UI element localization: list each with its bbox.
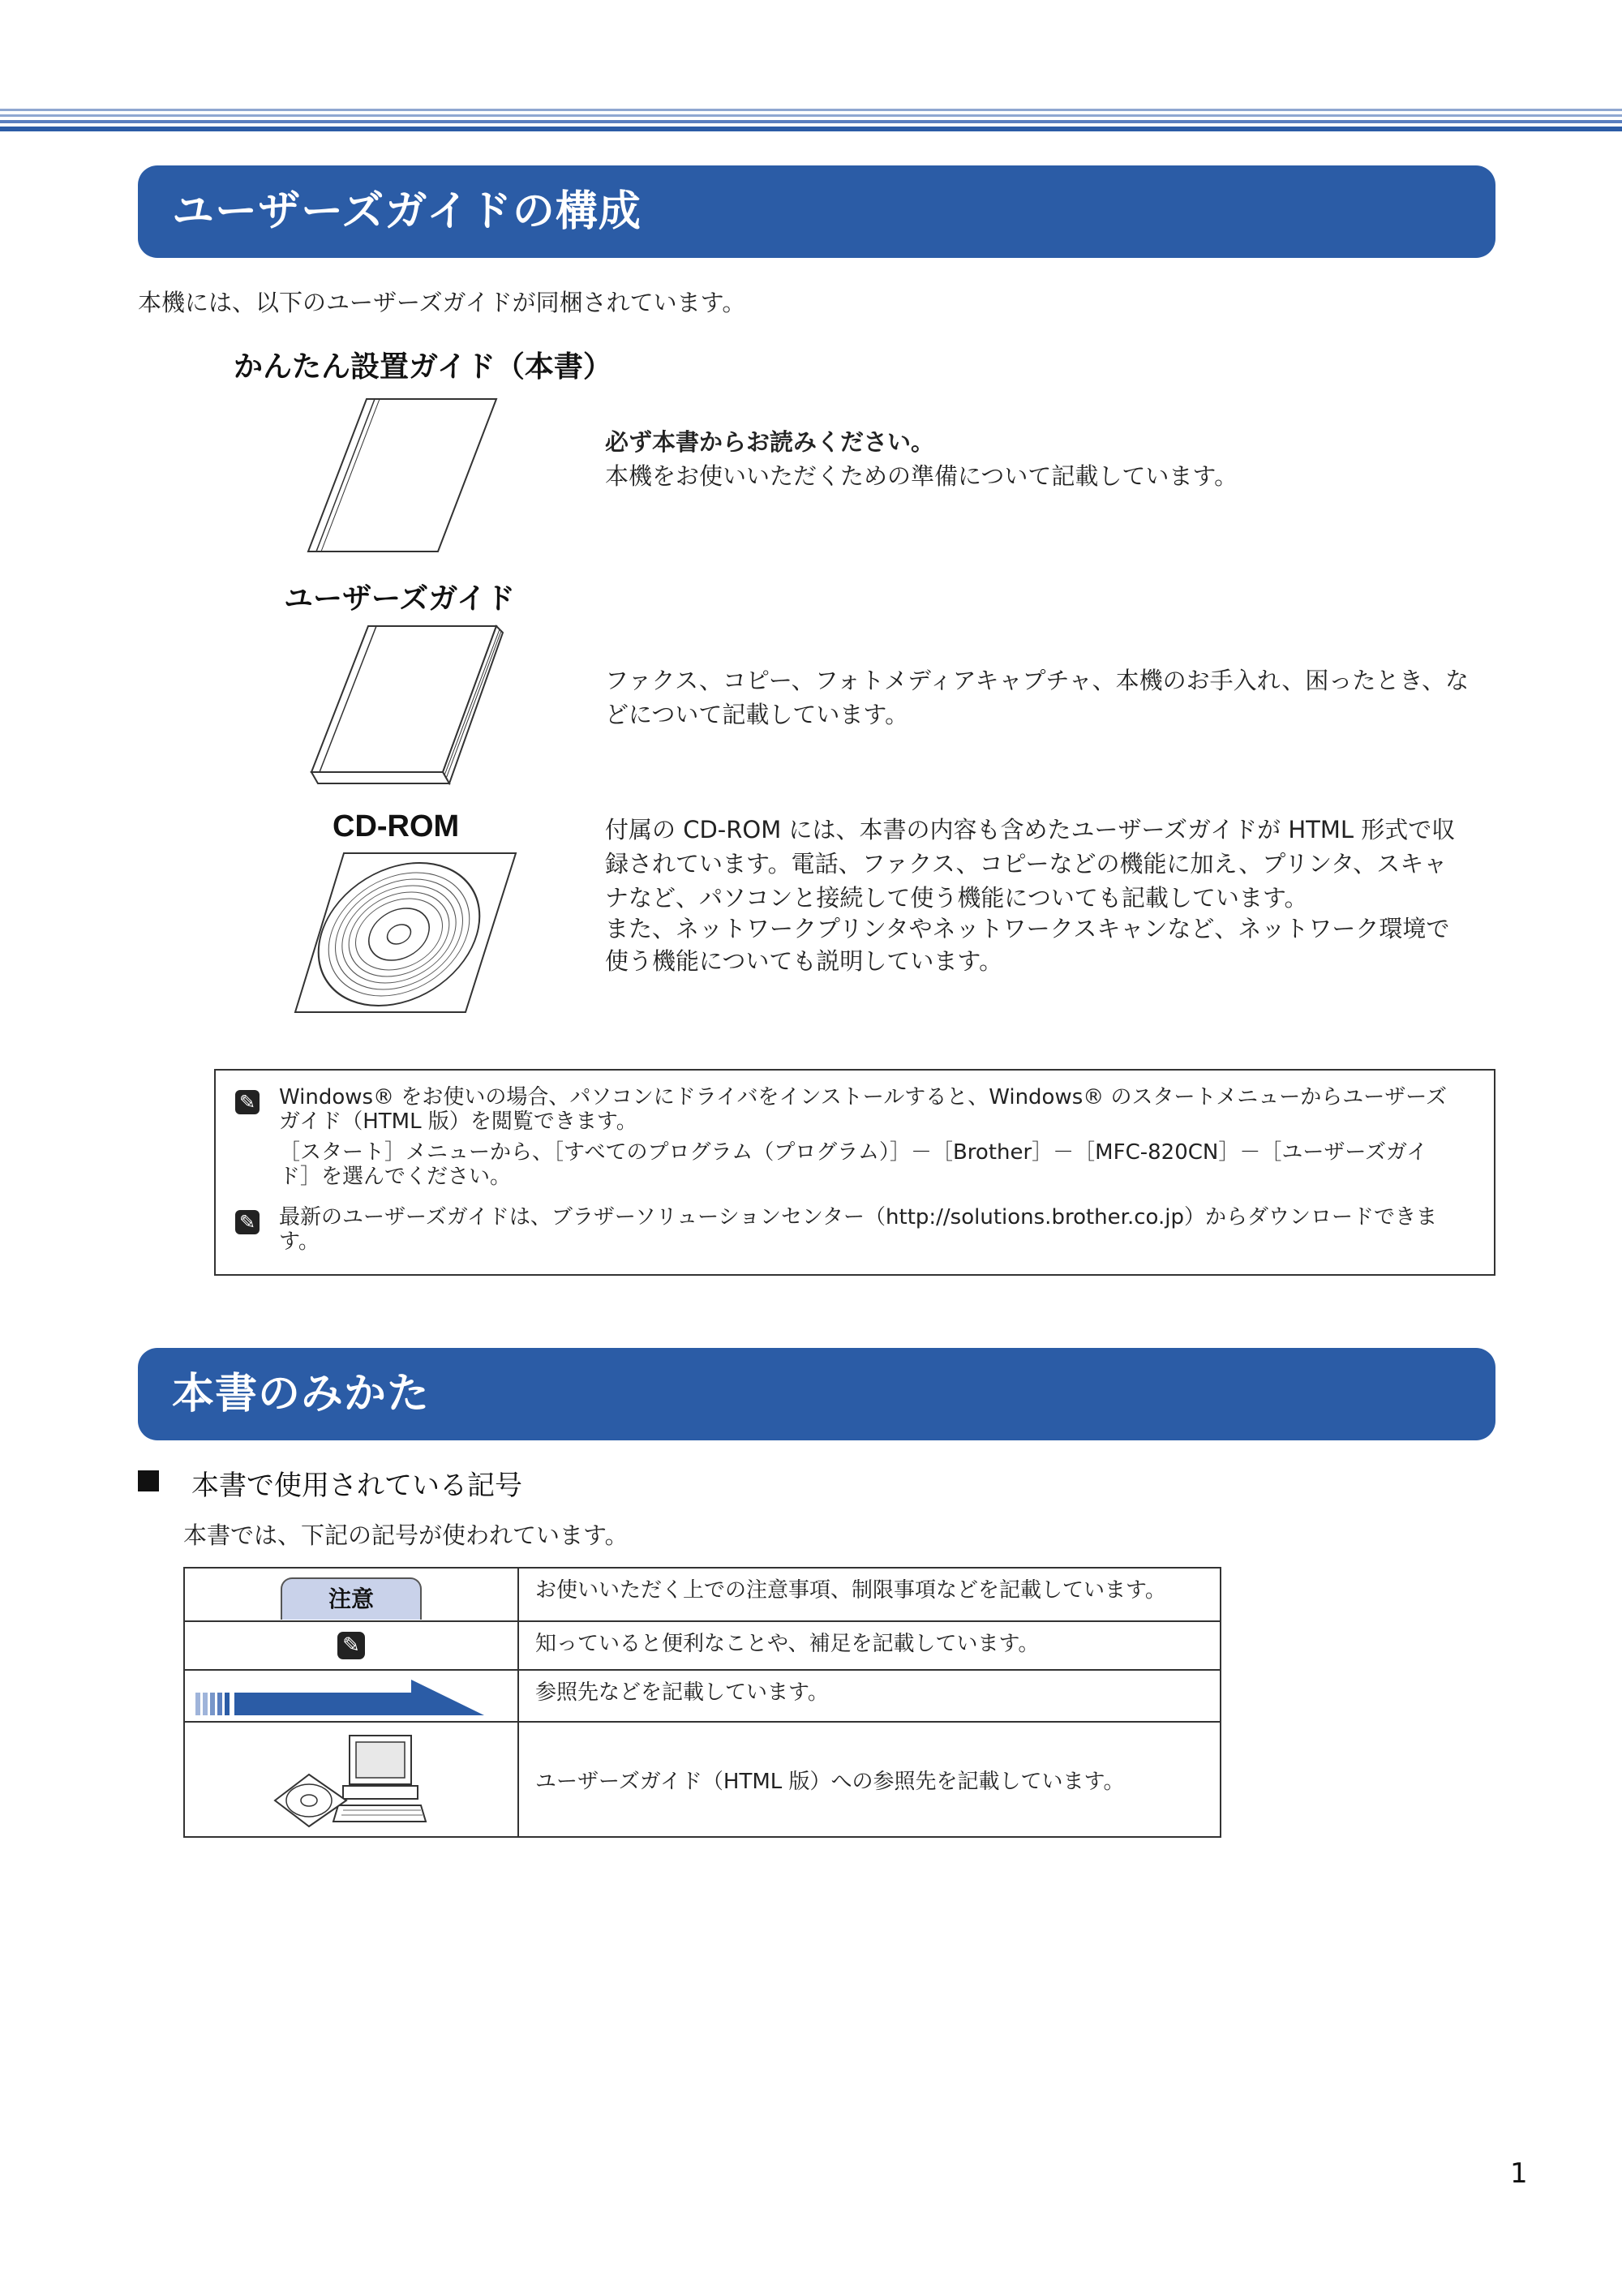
note-2-line-2: す。 [279, 1230, 320, 1254]
guide-title-quick-setup: かんたん設置ガイド（本書） [234, 350, 612, 384]
memo-icon: ✎ [235, 1210, 260, 1234]
memo-icon: ✎ [337, 1632, 365, 1659]
header-stripe-2 [0, 114, 1622, 117]
section-banner-how-to-read [138, 1348, 1495, 1440]
cd-desc-line-5: 使う機能についても説明しています。 [605, 947, 1003, 975]
cd-rom-icon [292, 850, 519, 1015]
symbol-cell [184, 1670, 518, 1722]
section-intro: 本機には、以下のユーザーズガイドが同梱されています。 [138, 289, 746, 316]
booklet-thin-icon [305, 396, 500, 555]
symbol-desc: ユーザーズガイド（HTML 版）への参照先を記載しています。 [518, 1722, 1221, 1837]
note-box [214, 1069, 1495, 1276]
arrow-icon [195, 1678, 487, 1719]
caution-badge: 注意 [281, 1577, 422, 1620]
note-1-line-1: Windows® をお使いの場合、パソコンにドライバをインストールすると、Windows® のスタートメニューからユーザーズ [279, 1085, 1447, 1109]
symbol-cell [184, 1722, 518, 1837]
cd-desc-line-4: また、ネットワークプリンタやネットワークスキャンなど、ネットワーク環境で [605, 915, 1450, 942]
table-row [184, 1722, 1221, 1837]
guide-desc: 本機をお使いいただくための準備について記載しています。 [605, 462, 1238, 490]
guide-desc-bold: 必ず本書からお読みください。 [605, 428, 935, 456]
section-title: ユーザーズガイドの構成 [172, 187, 642, 236]
symbol-desc: 参照先などを記載しています。 [518, 1670, 1221, 1722]
section-banner-guide-structure [138, 165, 1495, 258]
header-stripe-3 [0, 120, 1622, 123]
note-1-line-4: ド］を選んでください。 [279, 1165, 512, 1189]
square-bullet-icon [138, 1470, 159, 1491]
table-row [184, 1621, 1221, 1670]
pc-cd-icon [270, 1731, 432, 1828]
table-row [184, 1568, 1221, 1621]
header-stripe-4 [0, 127, 1622, 131]
section2-intro: 本書では、下記の記号が使われています。 [183, 1521, 629, 1549]
guide-title-cdrom: CD-ROM [333, 809, 460, 843]
symbol-cell [184, 1621, 518, 1670]
section-title: 本書のみかた [172, 1370, 431, 1418]
symbol-table [183, 1567, 1221, 1838]
table-row [184, 1670, 1221, 1722]
booklet-thick-icon [305, 623, 508, 793]
guide-desc-line-1: ファクス、コピー、フォトメディアキャプチャ、本機のお手入れ、困ったとき、な [605, 667, 1470, 694]
guide-title-users-guide: ユーザーズガイド [284, 582, 516, 616]
header-stripe-1 [0, 109, 1622, 111]
symbol-desc: 知っていると便利なことや、補足を記載しています。 [518, 1621, 1221, 1670]
note-2-line-1: 最新のユーザーズガイドは、ブラザーソリューションセンター（http://solutions.brother.co.jp）からダウンロードできま [279, 1205, 1437, 1230]
cd-desc-line-3: ナなど、パソコンと接続して使う機能についても記載しています。 [605, 884, 1308, 912]
symbol-desc: お使いいただく上での注意事項、制限事項などを記載しています。 [518, 1568, 1221, 1621]
note-1-line-3: ［スタート］メニューから、［すべてのプログラム（プログラム）］－［Brother］－［MFC-820CN］－［ユーザーズガイ [279, 1140, 1428, 1165]
guide-desc-line-2: どについて記載しています。 [605, 701, 909, 728]
subheading: 本書で使用されている記号 [191, 1470, 522, 1502]
page-number: 1 [1510, 2157, 1528, 2190]
memo-icon: ✎ [235, 1090, 260, 1114]
cd-desc-line-1: 付属の CD-ROM には、本書の内容も含めたユーザーズガイドが HTML 形式で収 [605, 816, 1456, 843]
cd-desc-line-2: 録されています。電話、ファクス、コピーなどの機能に加え、プリンタ、スキャ [605, 850, 1448, 878]
symbol-cell [184, 1568, 518, 1621]
note-1-line-2: ガイド（HTML 版）を閲覧できます。 [279, 1109, 637, 1134]
